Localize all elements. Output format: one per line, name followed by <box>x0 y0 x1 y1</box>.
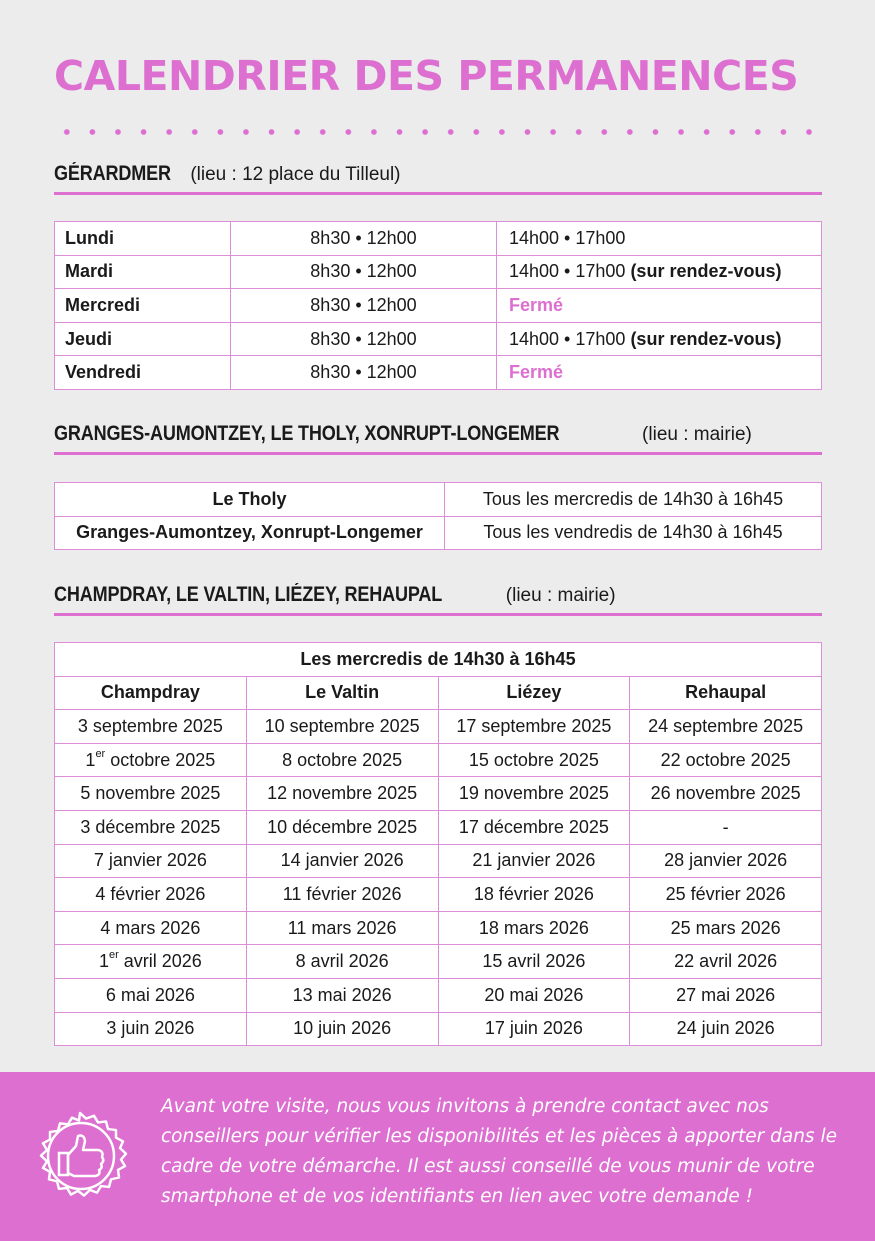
footer-notice <box>0 1072 875 1241</box>
granges-schedule-table <box>54 482 822 550</box>
section-location: (lieu : mairie) <box>642 424 752 445</box>
table-row <box>55 289 822 323</box>
afternoon-hours-cell <box>497 222 822 256</box>
closed-label: Fermé <box>509 362 564 383</box>
day-cell: Mardi <box>55 255 231 289</box>
date-cell: 20 mai 2026 <box>438 978 630 1012</box>
date-cell: 3 septembre 2025 <box>55 710 247 744</box>
date-cell: 25 février 2026 <box>630 878 822 912</box>
dotted-divider <box>54 128 824 136</box>
closed-label: Fermé <box>509 294 564 315</box>
afternoon-hours-cell <box>497 356 822 390</box>
afternoon-hours-cell <box>497 289 822 323</box>
date-cell: 10 décembre 2025 <box>246 810 438 844</box>
date-cell: 4 février 2026 <box>55 878 247 912</box>
page-title: CALENDRIER DES PERMANENCES <box>54 52 799 100</box>
appointment-note: (sur rendez-vous) <box>630 261 782 282</box>
date-cell: 24 juin 2026 <box>630 1012 822 1046</box>
date-cell: 11 mars 2026 <box>246 911 438 945</box>
date-cell: 18 février 2026 <box>438 878 630 912</box>
column-header: Champdray <box>55 676 247 710</box>
column-header: Le Valtin <box>246 676 438 710</box>
date-cell: 5 novembre 2025 <box>55 777 247 811</box>
table-row <box>55 945 822 979</box>
table-row <box>55 844 822 878</box>
morning-hours-cell: 8h30 • 12h00 <box>231 289 497 323</box>
appointment-note: (sur rendez-vous) <box>630 328 782 349</box>
table-row <box>55 777 822 811</box>
morning-hours-cell: 8h30 • 12h00 <box>231 255 497 289</box>
table-row <box>55 356 822 390</box>
morning-hours-cell: 8h30 • 12h00 <box>231 322 497 356</box>
place-cell: Granges-Aumontzey, Xonrupt-Longemer <box>55 516 445 550</box>
date-cell: 15 avril 2026 <box>438 945 630 979</box>
date-cell: 22 octobre 2025 <box>630 743 822 777</box>
table-row <box>55 222 822 256</box>
date-cell: 3 juin 2026 <box>55 1012 247 1046</box>
date-cell: 1er avril 2026 <box>55 945 247 979</box>
date-cell: 8 octobre 2025 <box>246 743 438 777</box>
table-row <box>55 255 822 289</box>
section-granges-heading <box>54 422 822 455</box>
date-cell: 28 janvier 2026 <box>630 844 822 878</box>
date-cell: 15 octobre 2025 <box>438 743 630 777</box>
date-cell: 10 septembre 2025 <box>246 710 438 744</box>
section-gerardmer-heading <box>54 162 822 195</box>
thumbs-up-badge-icon <box>30 1106 130 1206</box>
date-cell: 3 décembre 2025 <box>55 810 247 844</box>
footer-text: Avant votre visite, nous vous invitons à prendre contact avec nos conseillers pour vérifier les disponibilités et les pièces à apporter dans le cadre de votre démarche. Il est aussi conseillé de vous munir de votre smartphone et de vos identifiants en lien avec votre demande ! <box>161 1096 837 1207</box>
schedule-cell: Tous les vendredis de 14h30 à 16h45 <box>445 516 822 550</box>
date-cell: 1er octobre 2025 <box>55 743 247 777</box>
morning-hours-cell: 8h30 • 12h00 <box>231 222 497 256</box>
table-row <box>55 483 822 517</box>
column-header: Liézey <box>438 676 630 710</box>
date-cell: 12 novembre 2025 <box>246 777 438 811</box>
table-row <box>55 516 822 550</box>
date-cell: 27 mai 2026 <box>630 978 822 1012</box>
morning-hours-cell: 8h30 • 12h00 <box>231 356 497 390</box>
table-row <box>55 743 822 777</box>
date-cell: 17 décembre 2025 <box>438 810 630 844</box>
date-cell: 19 novembre 2025 <box>438 777 630 811</box>
date-cell: 4 mars 2026 <box>55 911 247 945</box>
date-cell: 24 septembre 2025 <box>630 710 822 744</box>
date-cell: 11 février 2026 <box>246 878 438 912</box>
date-cell: 8 avril 2026 <box>246 945 438 979</box>
date-cell: - <box>630 810 822 844</box>
table-row <box>55 710 822 744</box>
date-cell: 26 novembre 2025 <box>630 777 822 811</box>
day-cell: Mercredi <box>55 289 231 323</box>
date-cell: 17 septembre 2025 <box>438 710 630 744</box>
column-header: Rehaupal <box>630 676 822 710</box>
date-cell: 13 mai 2026 <box>246 978 438 1012</box>
schedule-cell: Tous les mercredis de 14h30 à 16h45 <box>445 483 822 517</box>
afternoon-hours: 14h00 • 17h00 <box>509 328 626 349</box>
day-cell: Jeudi <box>55 322 231 356</box>
day-cell: Vendredi <box>55 356 231 390</box>
date-cell: 6 mai 2026 <box>55 978 247 1012</box>
gerardmer-schedule-table <box>54 221 822 390</box>
date-cell: 25 mars 2026 <box>630 911 822 945</box>
afternoon-hours: 14h00 • 17h00 <box>509 261 626 282</box>
date-cell: 10 juin 2026 <box>246 1012 438 1046</box>
date-cell: 18 mars 2026 <box>438 911 630 945</box>
date-cell: 14 janvier 2026 <box>246 844 438 878</box>
section-location: (lieu : mairie) <box>505 585 616 606</box>
champdray-schedule-table <box>54 642 822 1046</box>
section-name: GRANGES-AUMONTZEY, LE THOLY, XONRUPT-LONGEMER <box>54 422 560 445</box>
date-cell: 17 juin 2026 <box>438 1012 630 1046</box>
table-row <box>55 911 822 945</box>
section-name: GÉRARDMER <box>54 162 171 185</box>
afternoon-hours-cell <box>497 322 822 356</box>
section-location: (lieu : 12 place du Tilleul) <box>190 164 401 185</box>
section-name: CHAMPDRAY, LE VALTIN, LIÉZEY, REHAUPAL <box>54 583 443 606</box>
table-row <box>55 978 822 1012</box>
table-banner: Les mercredis de 14h30 à 16h45 <box>55 643 822 677</box>
table-row <box>55 878 822 912</box>
date-cell: 21 janvier 2026 <box>438 844 630 878</box>
place-cell: Le Tholy <box>55 483 445 517</box>
afternoon-hours: 14h00 • 17h00 <box>509 227 626 248</box>
table-row <box>55 810 822 844</box>
date-cell: 7 janvier 2026 <box>55 844 247 878</box>
table-row <box>55 1012 822 1046</box>
date-cell: 22 avril 2026 <box>630 945 822 979</box>
day-cell: Lundi <box>55 222 231 256</box>
table-row <box>55 322 822 356</box>
section-champdray-heading <box>54 583 822 616</box>
afternoon-hours-cell <box>497 255 822 289</box>
